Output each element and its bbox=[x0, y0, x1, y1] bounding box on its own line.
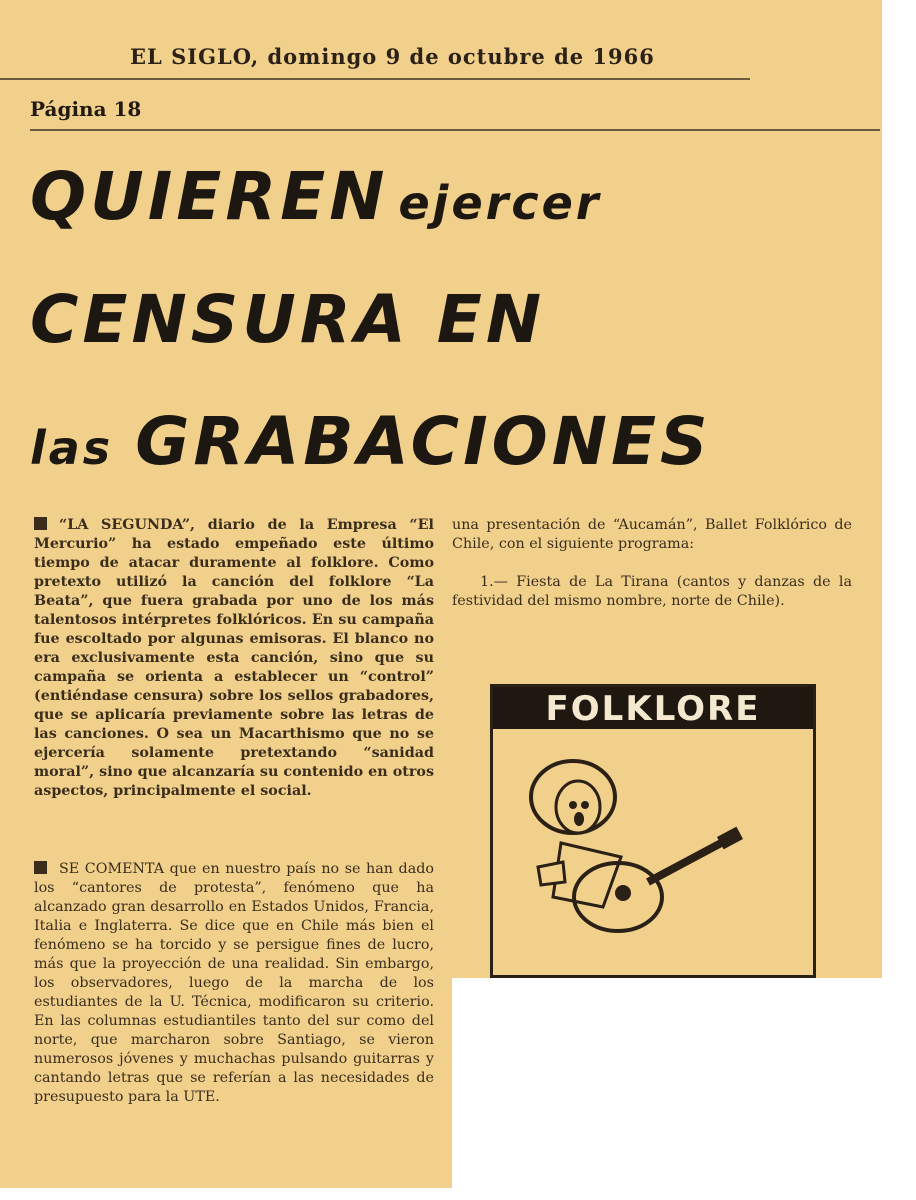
article-paragraph-2 bbox=[34, 860, 434, 1107]
headline-word-quieren: QUIEREN bbox=[30, 158, 389, 235]
guitar-player-icon bbox=[523, 747, 783, 957]
square-bullet-icon bbox=[34, 861, 47, 874]
paragraph-1-text: “LA SEGUNDA”, diario de la Empresa “El Mercurio” ha estado empeñado este último tiempo de atacar duramente al folklore. Como pretexto utilizó la canción del folklore “La Beata”, que fuera grabada por uno de los más talentosos intérpretes folklóricos. En su campaña fue escoltado por algunas emisoras. El blanco no era exclusivamente esta canción, sino que su campaña se orienta a establecer un “control” (entiéndase censura) sobre los sellos grabadores, que se aplicaría previamente sobre las letras de las canciones. O sea un Macarthismo que no se ejercería solamente pretextando “sanidad moral”, sino que alcanzaría su contenido en otros aspectos, principalmente el social. bbox=[34, 517, 434, 799]
headline-word-las: las bbox=[30, 421, 114, 475]
article-right-intro: una presentación de “Aucamán”, Ballet Folklórico de Chile, con el siguiente programa: bbox=[452, 517, 852, 552]
headline-line-2: CENSURA EN bbox=[30, 281, 546, 358]
headline-word-grabaciones: GRABACIONES bbox=[135, 403, 712, 480]
square-bullet-icon bbox=[34, 517, 47, 530]
page-rule bbox=[30, 129, 880, 131]
masthead-rule bbox=[0, 78, 750, 80]
article-right-item-1 bbox=[452, 573, 852, 611]
folklore-banner: FOLKLORE bbox=[493, 687, 813, 729]
headline-word-ejercer: ejercer bbox=[398, 176, 602, 230]
article-paragraph-1 bbox=[34, 516, 434, 801]
page-label: Página 18 bbox=[30, 97, 142, 121]
folklore-box bbox=[490, 684, 816, 978]
paragraph-2-lead: SE COMENTA bbox=[59, 861, 165, 877]
program-item-1: 1.— Fiesta de La Tirana (cantos y danzas de la festividad del mismo nombre, norte de Chile). bbox=[452, 574, 852, 609]
headline-line-3 bbox=[30, 403, 712, 480]
masthead: EL SIGLO, domingo 9 de octubre de 1966 bbox=[130, 44, 655, 69]
paragraph-2-text: que en nuestro país no se han dado los “cantores de protesta”, fenómeno que ha alcanzado gran desarrollo en Estados Unidos, Francia, Italia e Inglaterra. Se dice que en Chile más bien el fenómeno se ha torcido y se persigue fines de lucro, más que la proyección de una realidad. Sin embargo, los observadores, luego de la marcha de los estudiantes de la U. Técnica, modificaron su criterio. En las columnas estudiantiles tanto del sur como del norte, que marcharon sobre Santiago, se vieron numerosos jóvenes y muchachas pulsando guitarras y cantando letras que se referían a las necesidades de presupuesto para la UTE. bbox=[34, 861, 434, 1105]
headline-line-1 bbox=[30, 158, 602, 235]
